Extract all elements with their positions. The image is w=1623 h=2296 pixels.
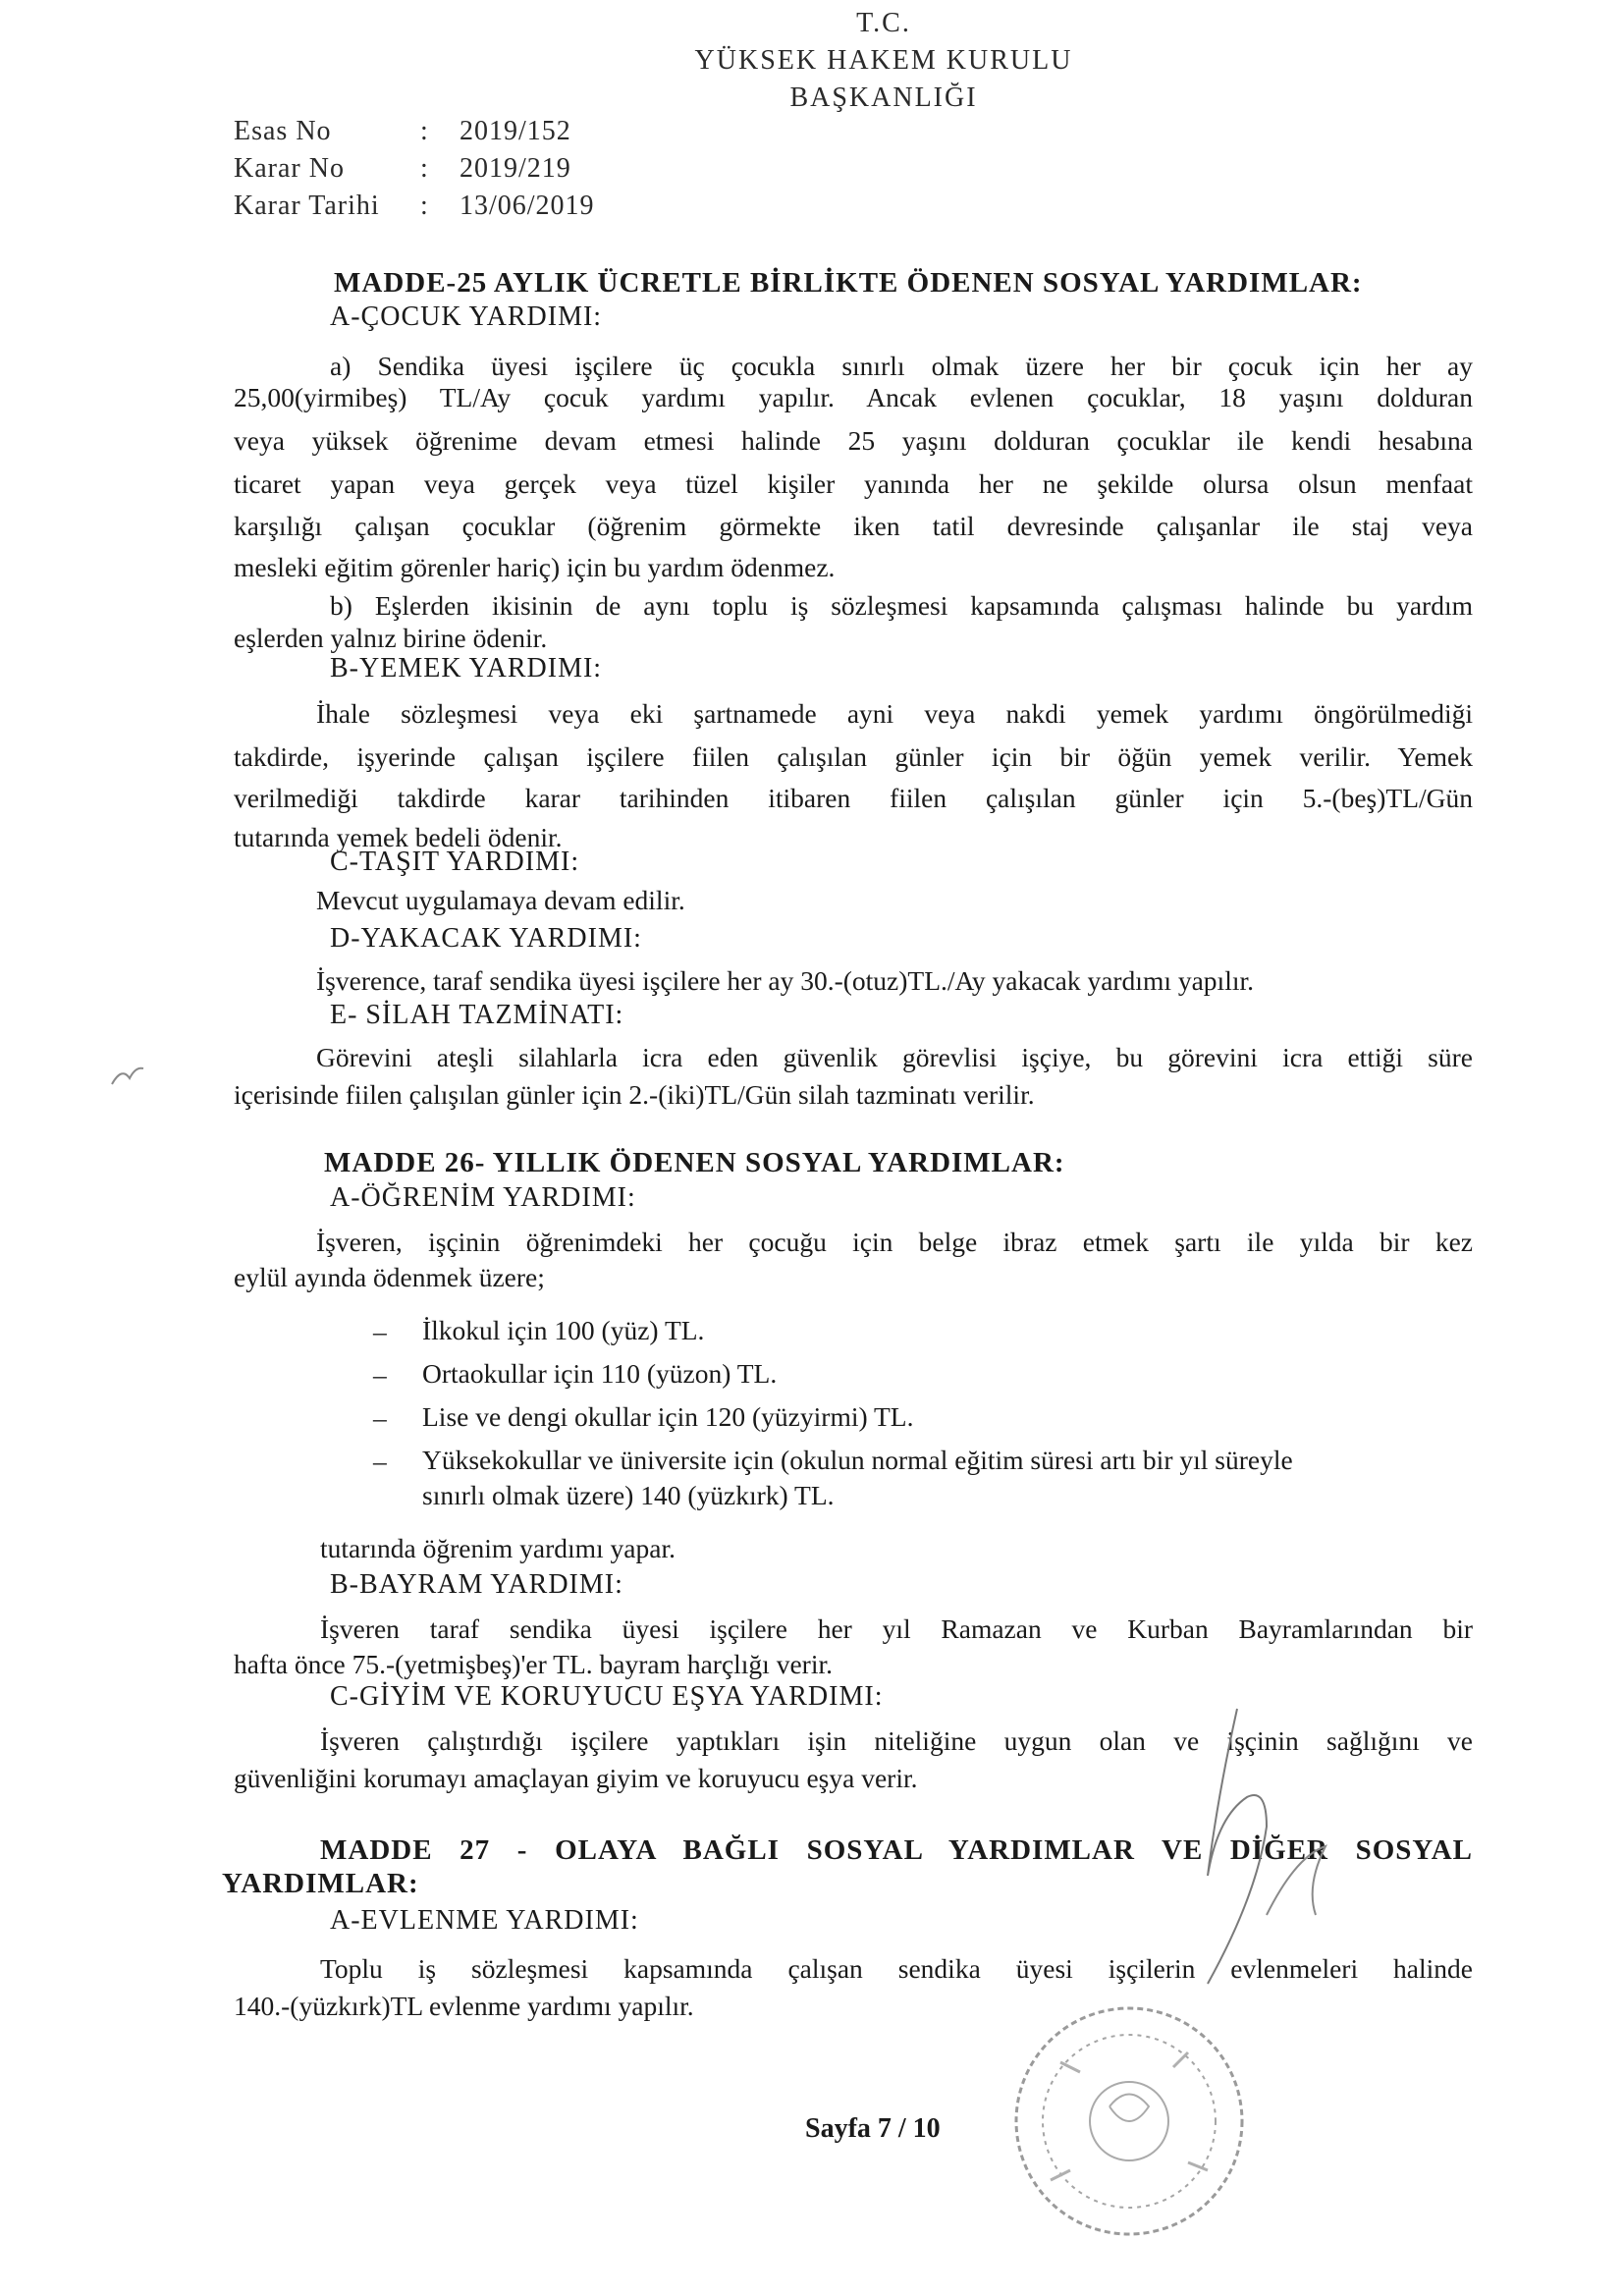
madde25-a-p2-line2: eşlerden yalnız birine ödenir. [234, 623, 548, 653]
madde26-c-title: C-GİYİM VE KORUYUCU EŞYA YARDIMI: [330, 1681, 884, 1712]
list-dash: – [373, 1446, 387, 1476]
page-number: Sayfa 7 / 10 [805, 2113, 941, 2144]
madde25-d-title: D-YAKACAK YARDIMI: [330, 923, 642, 954]
madde25-b-line3: verilmediği takdirde karar tarihinden itibaren fiilen çalışılan günler için 5.-(beş)TL/Gün [234, 783, 1473, 813]
madde25-b-line2: takdirde, işyerinde çalışan işçilere fiilen çalışılan günler için bir öğün yemek verilir. Yemek [234, 741, 1473, 772]
madde27-a-line2: 140.-(yüzkırk)TL evlenme yardımı yapılır. [234, 1991, 694, 2021]
madde25-a-p1-line1: a) Sendika üyesi işçilere üç çocukla sınırlı olmak üzere her bir çocuk için her ay [330, 351, 1473, 381]
madde25-e-line2: içerisinde fiilen çalışılan günler için 2.-(iki)TL/Gün silah tazminatı verilir. [234, 1079, 1035, 1110]
madde27-title-line2: YARDIMLAR: [222, 1868, 419, 1899]
madde25-c-title: C-TAŞIT YARDIMI: [330, 847, 580, 877]
madde25-a-p1-line5: karşılığı çalışan çocuklar (öğrenim görmekte iken tatil devresinde çalışanlar ile staj veya [234, 511, 1473, 541]
meta-label: Karar No [234, 153, 345, 184]
madde25-a-p2-line1: b) Eşlerden ikisinin de aynı toplu iş sözleşmesi kapsamında çalışması halinde bu yardım [330, 590, 1473, 621]
margin-mark [108, 1063, 147, 1092]
official-stamp [1001, 1994, 1257, 2249]
list-item-continued: sınırlı olmak üzere) 140 (yüzkırk) TL. [422, 1480, 835, 1510]
madde25-b-line1: İhale sözleşmesi veya eki şartnamede ayni veya nakdi yemek yardımı öngörülmediği [316, 698, 1473, 729]
madde25-e-title: E- SİLAH TAZMİNATI: [330, 1000, 624, 1030]
madde27-title-line1: MADDE 27 - OLAYA BAĞLI SOSYAL YARDIMLAR VE DİĞER SOSYAL [320, 1834, 1473, 1866]
madde25-a-p1-line2: 25,00(yirmibeş) TL/Ay çocuk yardımı yapılır. Ancak evlenen çocuklar, 18 yaşını dolduran [234, 382, 1473, 412]
list-item: Lise ve dengi okullar için 120 (yüzyirmi) TL. [422, 1401, 914, 1432]
list-item: Yüksekokullar ve üniversite için (okulun normal eğitim süresi artı bir yıl süreyle [422, 1445, 1293, 1475]
madde25-a-p1-line4: ticaret yapan veya gerçek veya tüzel kişiler yanında her ne şekilde olursa olsun menfaat [234, 468, 1473, 499]
header-tc: T.C. [856, 8, 911, 38]
madde26-b-line2: hafta önce 75.-(yetmişbeş)'er TL. bayram harçlığı verir. [234, 1649, 833, 1679]
madde25-b-title: B-YEMEK YARDIMI: [330, 653, 603, 683]
meta-value: 2019/152 [460, 116, 571, 146]
list-dash: – [373, 1316, 387, 1346]
madde25-e-line1: Görevini ateşli silahlarla icra eden güvenlik görevlisi işçiye, bu görevini icra ettiği süre [316, 1042, 1473, 1072]
list-dash: – [373, 1359, 387, 1390]
meta-karar [234, 153, 571, 185]
madde26-b-title: B-BAYRAM YARDIMI: [330, 1569, 623, 1600]
madde27-a-line1: Toplu iş sözleşmesi kapsamında çalışan sendika üyesi işçilerin evlenmeleri halinde [320, 1953, 1473, 1984]
madde25-a-title: A-ÇOCUK YARDIMI: [330, 301, 603, 332]
madde26-a-title: A-ÖĞRENİM YARDIMI: [330, 1182, 636, 1213]
header-presidency: BAŞKANLIĞI [789, 82, 978, 113]
meta-value: 2019/219 [460, 153, 571, 184]
signature [1178, 1689, 1375, 1994]
madde25-a-p1-line3: veya yüksek öğrenime devam etmesi halinde 25 yaşını dolduran çocuklar ile kendi hesabına [234, 425, 1473, 456]
madde26-a-line1: İşveren, işçinin öğrenimdeki her çocuğu için belge ibraz etmek şartı ile yılda bir kez [316, 1227, 1473, 1257]
meta-label: Esas No [234, 116, 332, 146]
meta-tarih [234, 191, 595, 222]
madde26-a-line2: eylül ayında ödenmek üzere; [234, 1262, 545, 1292]
madde26-b-line1: İşveren taraf sendika üyesi işçilere her yıl Ramazan ve Kurban Bayramlarından bir [320, 1613, 1473, 1644]
list-dash: – [373, 1402, 387, 1433]
madde26-a-after: tutarında öğrenim yardımı yapar. [320, 1533, 676, 1563]
list-item: İlkokul için 100 (yüz) TL. [422, 1315, 705, 1345]
madde26-c-line1: İşveren çalıştırdığı işçilere yaptıkları işin niteliğine uygun olan ve işçinin sağlığını ve [320, 1725, 1473, 1756]
madde26-title: MADDE 26- YILLIK ÖDENEN SOSYAL YARDIMLAR: [324, 1147, 1065, 1178]
meta-sep: : [420, 191, 429, 221]
madde26-c-line2: güvenliğini korumayı amaçlayan giyim ve koruyucu eşya verir. [234, 1763, 918, 1793]
meta-value: 13/06/2019 [460, 191, 595, 221]
madde27-a-title: A-EVLENME YARDIMI: [330, 1905, 639, 1936]
madde25-title: MADDE-25 AYLIK ÜCRETLE BİRLİKTE ÖDENEN SOSYAL YARDIMLAR: [334, 267, 1363, 299]
header-institution: YÜKSEK HAKEM KURULU [694, 45, 1073, 76]
madde25-b-line4: tutarında yemek bedeli ödenir. [234, 822, 563, 852]
meta-sep: : [420, 116, 429, 146]
meta-label: Karar Tarihi [234, 191, 380, 221]
madde25-a-p1-line6: mesleki eğitim görenler hariç) için bu yardım ödenmez. [234, 552, 836, 582]
meta-esas [234, 116, 571, 147]
meta-sep: : [420, 153, 429, 184]
madde25-c-text: Mevcut uygulamaya devam edilir. [316, 885, 685, 915]
list-item: Ortaokullar için 110 (yüzon) TL. [422, 1358, 778, 1389]
madde25-d-text: İşverence, taraf sendika üyesi işçilere her ay 30.-(otuz)TL./Ay yakacak yardımı yapılır. [316, 965, 1254, 996]
